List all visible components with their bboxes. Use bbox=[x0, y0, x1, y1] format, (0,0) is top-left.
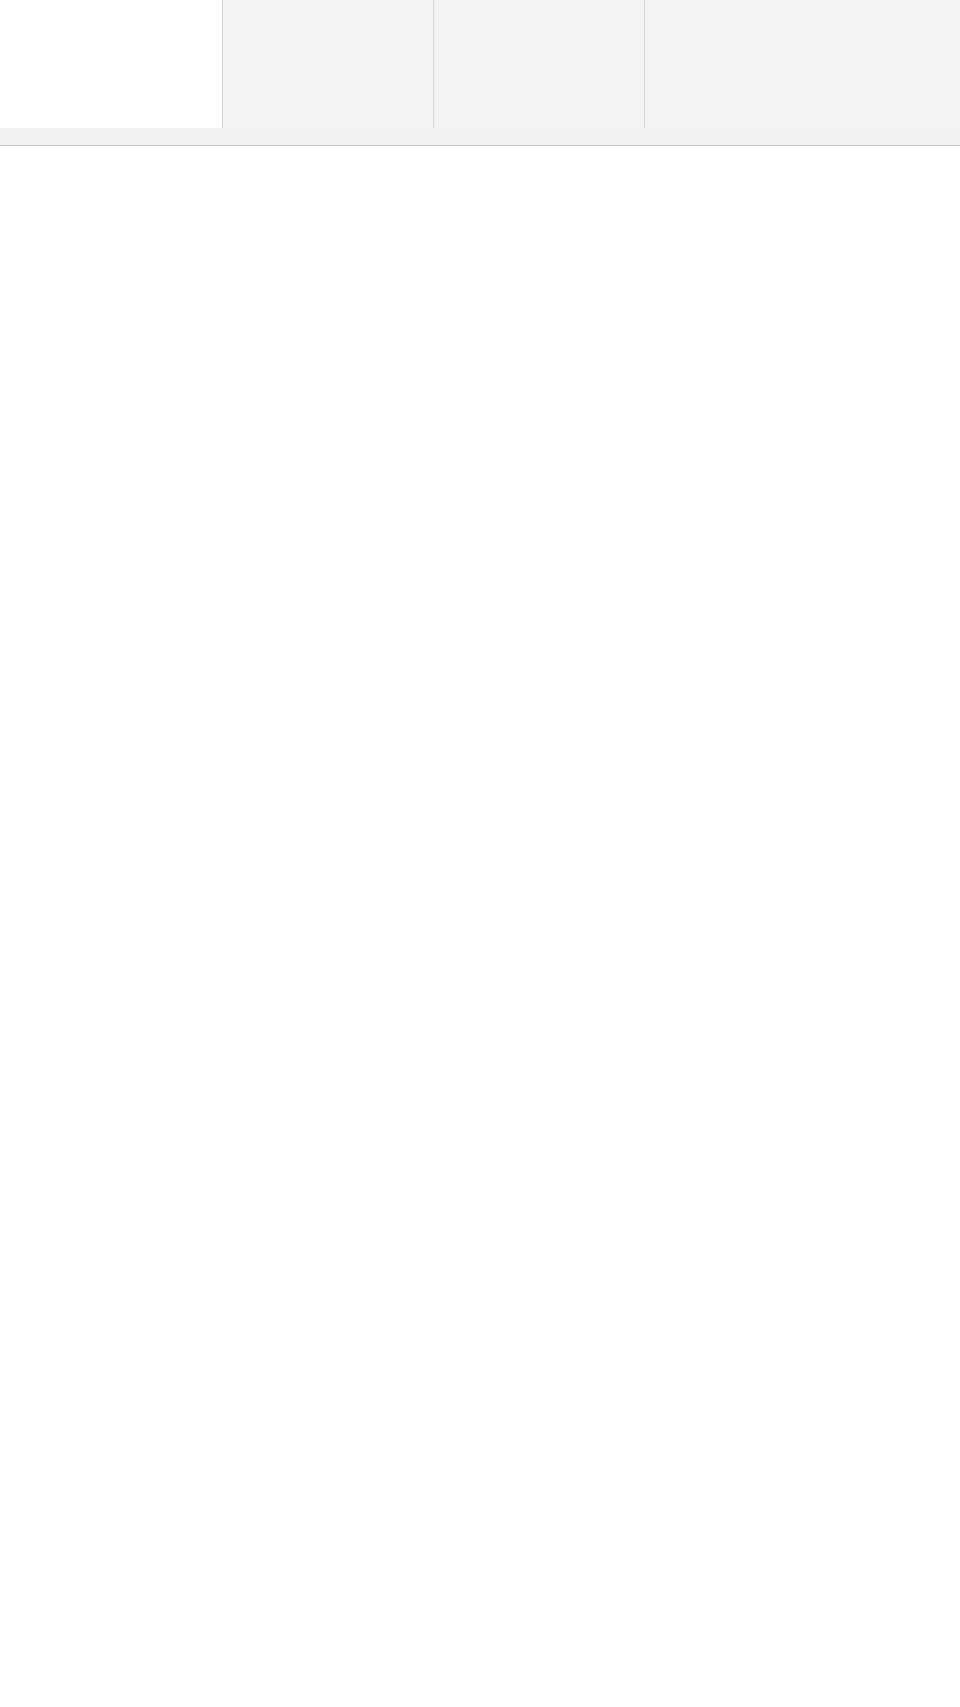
spreadsheet-grid[interactable] bbox=[0, 128, 960, 1707]
tab-sheet3[interactable] bbox=[434, 0, 644, 128]
column-header-bar bbox=[0, 128, 960, 146]
tab-sheet1[interactable] bbox=[0, 0, 222, 128]
tab-divider bbox=[644, 0, 645, 128]
sheet-tab-bar bbox=[0, 0, 960, 128]
tab-sheet2[interactable] bbox=[223, 0, 433, 128]
